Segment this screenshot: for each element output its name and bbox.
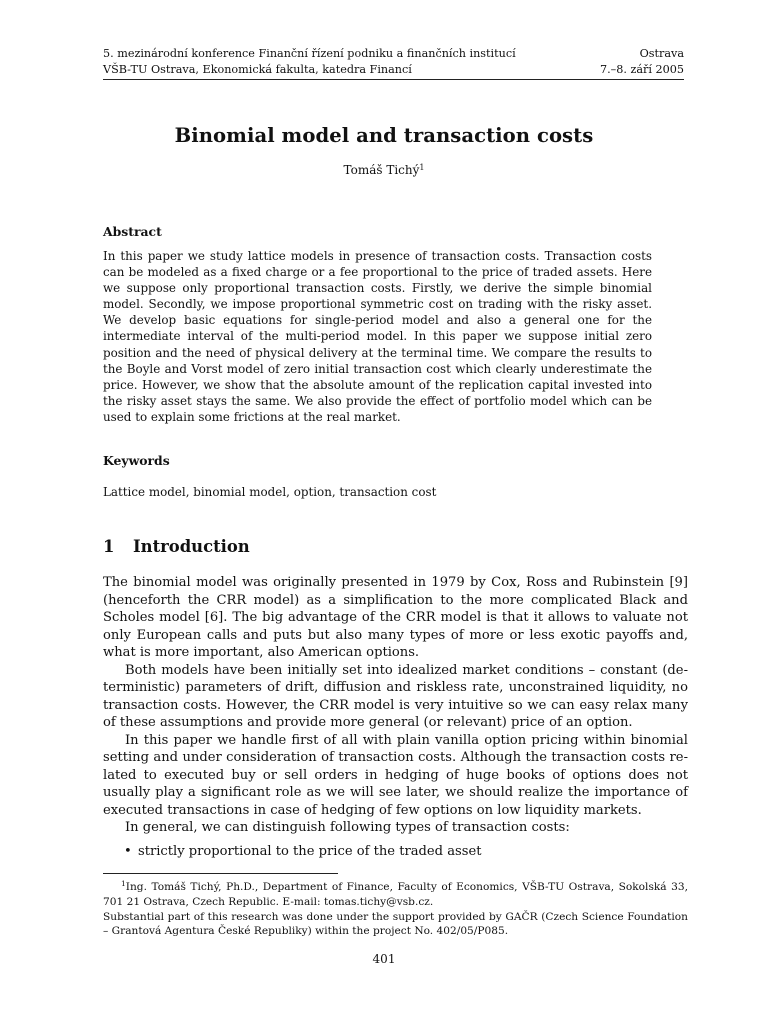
section-heading [103,537,250,556]
paragraph: Both models have been initially set into idealized market conditions – constant (deterministic) parameters of drift, diffusion and riskless rate, unconstrained liquidity, no transaction costs. However, the CRR model is very intuitive so we can easy relax many of these assumptions and provide more general (or relevant) price of an option. [103,662,688,730]
running-header-line-2 [103,63,684,77]
paragraph: The binomial model was originally presented in 1979 by Cox, Ross and Rubinstein [9] (henceforth the CRR model) as a simplification to the more complicated Black and Scholes model [6]. The big advantage of the CRR model is that it allows to valuate not only European calls and puts but also many types of more or less exotic payoffs and, what is more important, also American options. [103,575,688,660]
keywords-text: Lattice model, binomial model, option, transaction cost [103,485,437,499]
conference-city: Ostrava [639,47,684,60]
page-number: 401 [372,952,396,966]
footnote-2: Substantial part of this research was done under the support provided by GAČR (Czech Science Foundation – Grantová Agentura České Republiky) within the project No. 402/05/P085. [103,910,688,938]
conference-name: 5. mezinárodní konference Finanční řízení podniku a finančních institucí [103,47,516,60]
section-body [103,574,688,860]
conference-host: VŠB-TU Ostrava, Ekonomická fakulta, katedra Financí [103,63,412,76]
footnote-1-text: Ing. Tomáš Tichý, Ph.D., Department of Finance, Faculty of Economics, VŠB-TU Ostrava, Sokolská 33, 701 21 Ostrava, Czech Republic. E-mail: tomas.tichy@vsb.cz. [103,881,688,908]
keywords-heading: Keywords [103,453,170,468]
footnote-rule [103,873,338,874]
abstract-heading: Abstract [103,224,162,239]
running-header-line-1 [103,47,684,61]
list-item-text: strictly proportional to the price of the traded asset [138,843,482,859]
list-item [103,843,688,861]
footnote-mark: 1 [121,879,126,888]
section-number: 1 [103,537,115,556]
section-title: Introduction [133,537,250,556]
abstract-text: In this paper we study lattice models in presence of transaction costs. Transaction costs can be modeled as a fixed charge or a fee proportional to the price of traded assets. Here we suppose only proportional transaction costs. Firstly, we derive the simple binomial model. Secondly, we impose proportional symmetric cost on trading with the risky asset. We develop basic equations for single-period model and also a general one for the intermediate interval of the multi-period model. In this paper we suppose initial zero position and the need of physical delivery at the terminal time. We compare the results to the Boyle and Vorst model of zero initial transaction cost which clearly underestimate the price. However, we show that the absolute amount of the replication capital invested into the risky asset stays the same. We also provide the effect of portfolio model which can be used to explain some frictions at the real market. [103,249,652,424]
paragraph: In this paper we handle first of all with plain vanilla option pricing within binomial setting and under consideration of transaction costs. Although the transaction costs related to executed buy or sell orders in hedging of huge books of options does not usually play a significant role as we will see later, we should realize the importance of executed transactions in case of hedging of few options on low liquidity markets. [103,732,688,818]
conference-date: 7.–8. září 2005 [599,63,684,76]
paragraph: In general, we can distinguish following types of transaction costs: [125,820,570,835]
author-footnote-mark: 1 [419,163,425,172]
footnotes [103,877,688,939]
bullet-icon: • [124,843,132,859]
paper-title: Binomial model and transaction costs [174,124,594,147]
bullet-list [103,843,688,861]
footnote-1 [103,877,688,910]
author-name: Tomáš Tichý [343,163,420,177]
author-line [0,163,768,177]
header-rule [103,79,684,80]
